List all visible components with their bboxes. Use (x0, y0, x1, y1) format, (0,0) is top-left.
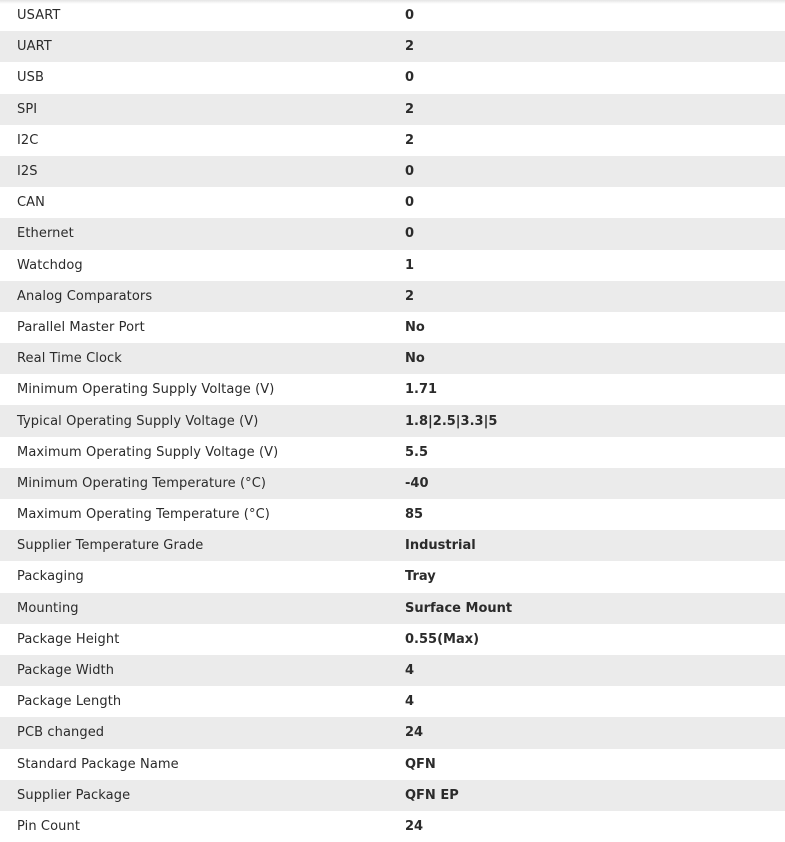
spec-value: No (405, 351, 425, 367)
spec-value: Industrial (405, 538, 476, 554)
spec-label: UART (17, 39, 52, 55)
spec-label: Package Height (17, 631, 120, 647)
spec-label: USB (17, 70, 44, 86)
spec-value: 4 (405, 694, 415, 710)
spec-row (0, 686, 785, 717)
spec-value: 85 (405, 507, 424, 523)
spec-row (0, 593, 785, 624)
spec-label: Real Time Clock (17, 351, 122, 367)
spec-row (0, 561, 785, 592)
spec-value: -40 (405, 475, 429, 491)
spec-label: Standard Package Name (17, 756, 179, 772)
spec-row (0, 405, 785, 436)
spec-label: Mounting (17, 600, 79, 616)
spec-row (0, 717, 785, 748)
spec-row (0, 218, 785, 249)
spec-label: Minimum Operating Temperature (°C) (17, 475, 267, 491)
spec-row (0, 125, 785, 156)
spec-value: 1 (405, 257, 415, 273)
spec-value: 2 (405, 39, 415, 55)
spec-label: Supplier Package (17, 787, 131, 803)
spec-value: 0 (405, 70, 415, 86)
spec-label: Minimum Operating Supply Voltage (V) (17, 382, 275, 398)
spec-row (0, 281, 785, 312)
spec-value: 24 (405, 818, 424, 834)
spec-value: 2 (405, 101, 415, 117)
spec-row (0, 312, 785, 343)
spec-row (0, 499, 785, 530)
spec-row (0, 437, 785, 468)
spec-value: QFN EP (405, 787, 459, 803)
spec-value: 4 (405, 663, 415, 679)
spec-value: 0 (405, 195, 415, 211)
spec-value: QFN (405, 756, 436, 772)
spec-value: 1.71 (405, 382, 438, 398)
spec-row (0, 624, 785, 655)
spec-value: 24 (405, 725, 424, 741)
spec-row (0, 655, 785, 686)
spec-label: SPI (17, 101, 38, 117)
spec-row (0, 31, 785, 62)
spec-label: Packaging (17, 569, 84, 585)
spec-label: Ethernet (17, 226, 74, 242)
spec-label: Supplier Temperature Grade (17, 538, 204, 554)
spec-label: PCB changed (17, 725, 105, 741)
spec-label: Package Length (17, 694, 122, 710)
spec-value: Tray (405, 569, 436, 585)
spec-row (0, 374, 785, 405)
spec-row (0, 343, 785, 374)
spec-row (0, 94, 785, 125)
spec-label: USART (17, 8, 61, 24)
spec-row (0, 749, 785, 780)
spec-value: 0 (405, 226, 415, 242)
spec-value: 0 (405, 8, 415, 24)
spec-value: 1.8|2.5|3.3|5 (405, 413, 498, 429)
spec-label: I2S (17, 164, 38, 180)
spec-value: 5.5 (405, 444, 429, 460)
spec-row (0, 530, 785, 561)
spec-value: 2 (405, 132, 415, 148)
spec-label: Package Width (17, 663, 115, 679)
spec-value: 0 (405, 164, 415, 180)
spec-value: No (405, 319, 425, 335)
spec-label: Pin Count (17, 818, 81, 834)
spec-value: Surface Mount (405, 600, 513, 616)
spec-row (0, 250, 785, 281)
spec-value: 0.55(Max) (405, 631, 480, 647)
spec-row (0, 780, 785, 811)
spec-row (0, 811, 785, 842)
spec-value: 2 (405, 288, 415, 304)
spec-row (0, 0, 785, 31)
spec-label: Watchdog (17, 257, 83, 273)
spec-row (0, 468, 785, 499)
spec-row (0, 156, 785, 187)
spec-row (0, 187, 785, 218)
spec-label: Maximum Operating Temperature (°C) (17, 507, 270, 523)
spec-label: Maximum Operating Supply Voltage (V) (17, 444, 279, 460)
spec-row (0, 62, 785, 93)
spec-label: Parallel Master Port (17, 319, 145, 335)
spec-label: CAN (17, 195, 45, 211)
spec-label: Analog Comparators (17, 288, 153, 304)
spec-label: I2C (17, 132, 39, 148)
spec-label: Typical Operating Supply Voltage (V) (17, 413, 259, 429)
